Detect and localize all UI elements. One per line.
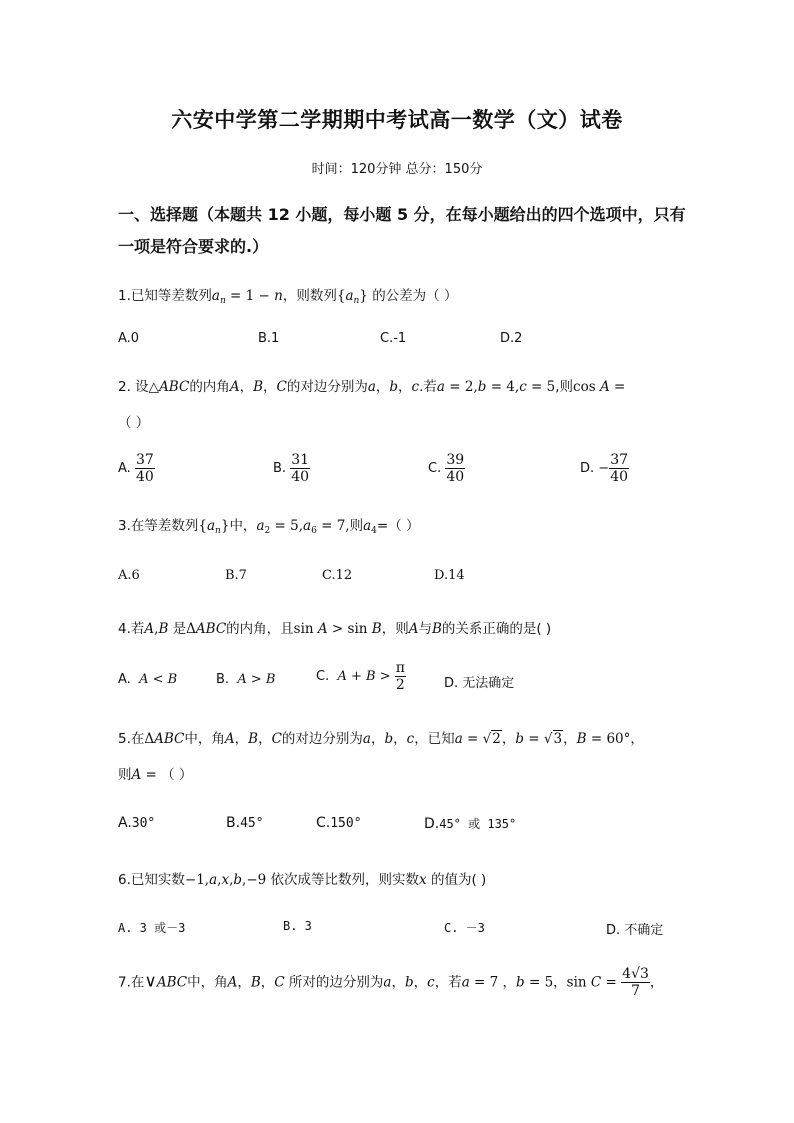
q5-option-a[interactable]: A.30°	[118, 815, 156, 831]
question-3: 3.在等差数列$\{a_n\}$中，$a_2 = 5,a_6 = 7$,则$a_4=$（ ）	[118, 518, 420, 536]
section-heading-line1: 一、选择题（本题共 12 小题，每小题 5 分，在每小题给出的四个选项中，只有	[118, 205, 686, 224]
q2-option-b[interactable]: B. $\frac{31}{40}$	[273, 452, 310, 486]
question-1: 1.已知等差数列$a_n = 1 - n$，则数列$\{a_n\}$ 的公差为（ ）	[118, 288, 458, 306]
q1-option-c[interactable]: C.-1	[380, 331, 407, 346]
q4-option-d[interactable]: D. 无法确定	[444, 676, 515, 691]
q4-option-b[interactable]: B. A > B	[216, 672, 276, 687]
section-heading-line2: 一项是符合要求的.）	[118, 237, 269, 256]
q3-option-d[interactable]: D.14	[434, 568, 465, 583]
q5-option-d[interactable]: D.45° 或 135°	[424, 816, 517, 832]
q3-option-c[interactable]: C.12	[322, 568, 353, 583]
question-2: 2. 设△ABC的内角A，B，C的对边分别为a，b，c.若a = 2,b = 4,c = 5,则cos A =	[118, 379, 626, 395]
q3-option-a[interactable]: A.6	[118, 568, 140, 583]
q3-option-b[interactable]: B.7	[225, 568, 247, 583]
question-6: 6.已知实数−1,a,x,b,−9 依次成等比数列，则实数x 的值为( )	[118, 872, 487, 888]
q2-option-d[interactable]: D. − $\frac{37}{40}$	[580, 452, 629, 486]
q6-option-d[interactable]: D. 不确定	[606, 923, 664, 938]
exam-info: 时间：120分钟 总分：150分	[311, 162, 483, 177]
q2-option-c[interactable]: C. $\frac{39}{40}$	[428, 452, 465, 486]
q5-option-c[interactable]: C.150°	[316, 815, 362, 831]
question-4: 4.若A,B 是ΔABC的内角，且sin A > sin B，则A与B的关系正确的是( )	[118, 621, 552, 637]
q4-option-c[interactable]: C. A + B > $\frac{\pi}{2}$	[316, 660, 405, 694]
q6-option-a[interactable]: A. 3 或－3	[118, 921, 186, 935]
question-2-answer-paren: （ ）	[118, 415, 150, 431]
q4-option-a[interactable]: A. A < B	[118, 672, 178, 687]
question-5-line2: 则A = （ ）	[118, 767, 193, 783]
question-7: 7.在∨ABC中，角A，B，C 所对的边分别为a，b，c，若a = 7 ，b = 5，sin C = $\frac{4√3}{7}$ ，	[118, 966, 664, 1000]
question-5: 5.在ΔABC中，角A，B，C的对边分别为a，b，c，已知a = √2，b = √3，B = 60°，	[118, 731, 644, 747]
q6-option-b[interactable]: B. 3	[283, 919, 312, 933]
page-title: 六安中学第二学期期中考试高一数学（文）试卷	[171, 108, 623, 132]
q1-option-b[interactable]: B.1	[258, 331, 280, 346]
q5-option-b[interactable]: B.45°	[226, 815, 264, 831]
q1-option-a[interactable]: A.0	[118, 331, 140, 346]
q2-option-a[interactable]: A. $\frac{37}{40}$	[118, 452, 154, 486]
q6-option-c[interactable]: C. －3	[444, 921, 485, 935]
q1-option-d[interactable]: D.2	[500, 331, 523, 346]
